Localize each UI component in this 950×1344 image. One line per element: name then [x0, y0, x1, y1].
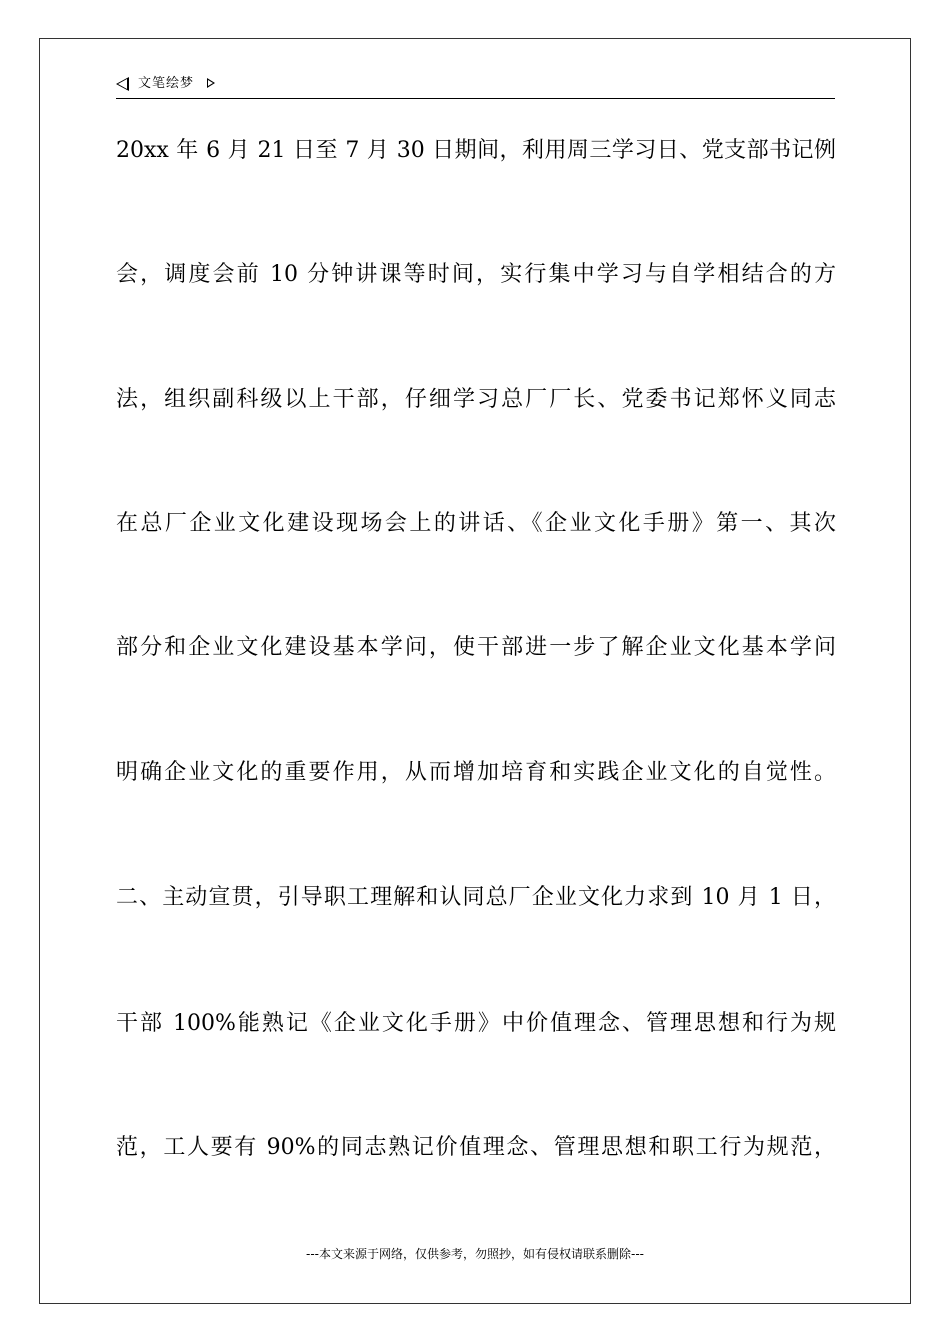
body-line-5: 部分和企业文化建设基本学问，使干部进一步了解企业文化基本学问 [116, 635, 836, 660]
header-brand: 文笔绘梦 [138, 76, 195, 91]
body-line-1: 20xx 年 6 月 21 日至 7 月 30 日期间，利用周三学习日、党支部书记例 [116, 138, 836, 163]
body-line-7: 二、主动宣贯，引导职工理解和认同总厂企业文化力求到 10 月 1 日， [116, 885, 836, 910]
body-line-2: 会，调度会前 10 分钟讲课等时间，实行集中学习与自学相结合的方 [116, 262, 836, 287]
body-line-3: 法，组织副科级以上干部，仔细学习总厂厂长、党委书记郑怀义同志 [116, 387, 836, 412]
body-line-8: 干部 100%能熟记《企业文化手册》中价值理念、管理思想和行为规 [116, 1011, 836, 1036]
page-frame [39, 38, 911, 1304]
body-line-4: 在总厂企业文化建设现场会上的讲话、《企业文化手册》第一、其次 [116, 511, 836, 536]
triangle-left-icon [116, 77, 129, 91]
footer-notice: ---本文来源于网络，仅供参考，勿照抄，如有侵权请联系删除--- [306, 1247, 644, 1261]
body-line-9: 范，工人要有 90%的同志熟记价值理念、管理思想和职工行为规范， [116, 1135, 836, 1160]
body-line-6: 明确企业文化的重要作用，从而增加培育和实践企业文化的自觉性。 [116, 760, 836, 785]
triangle-right-icon [207, 78, 215, 88]
page-header [116, 72, 835, 99]
